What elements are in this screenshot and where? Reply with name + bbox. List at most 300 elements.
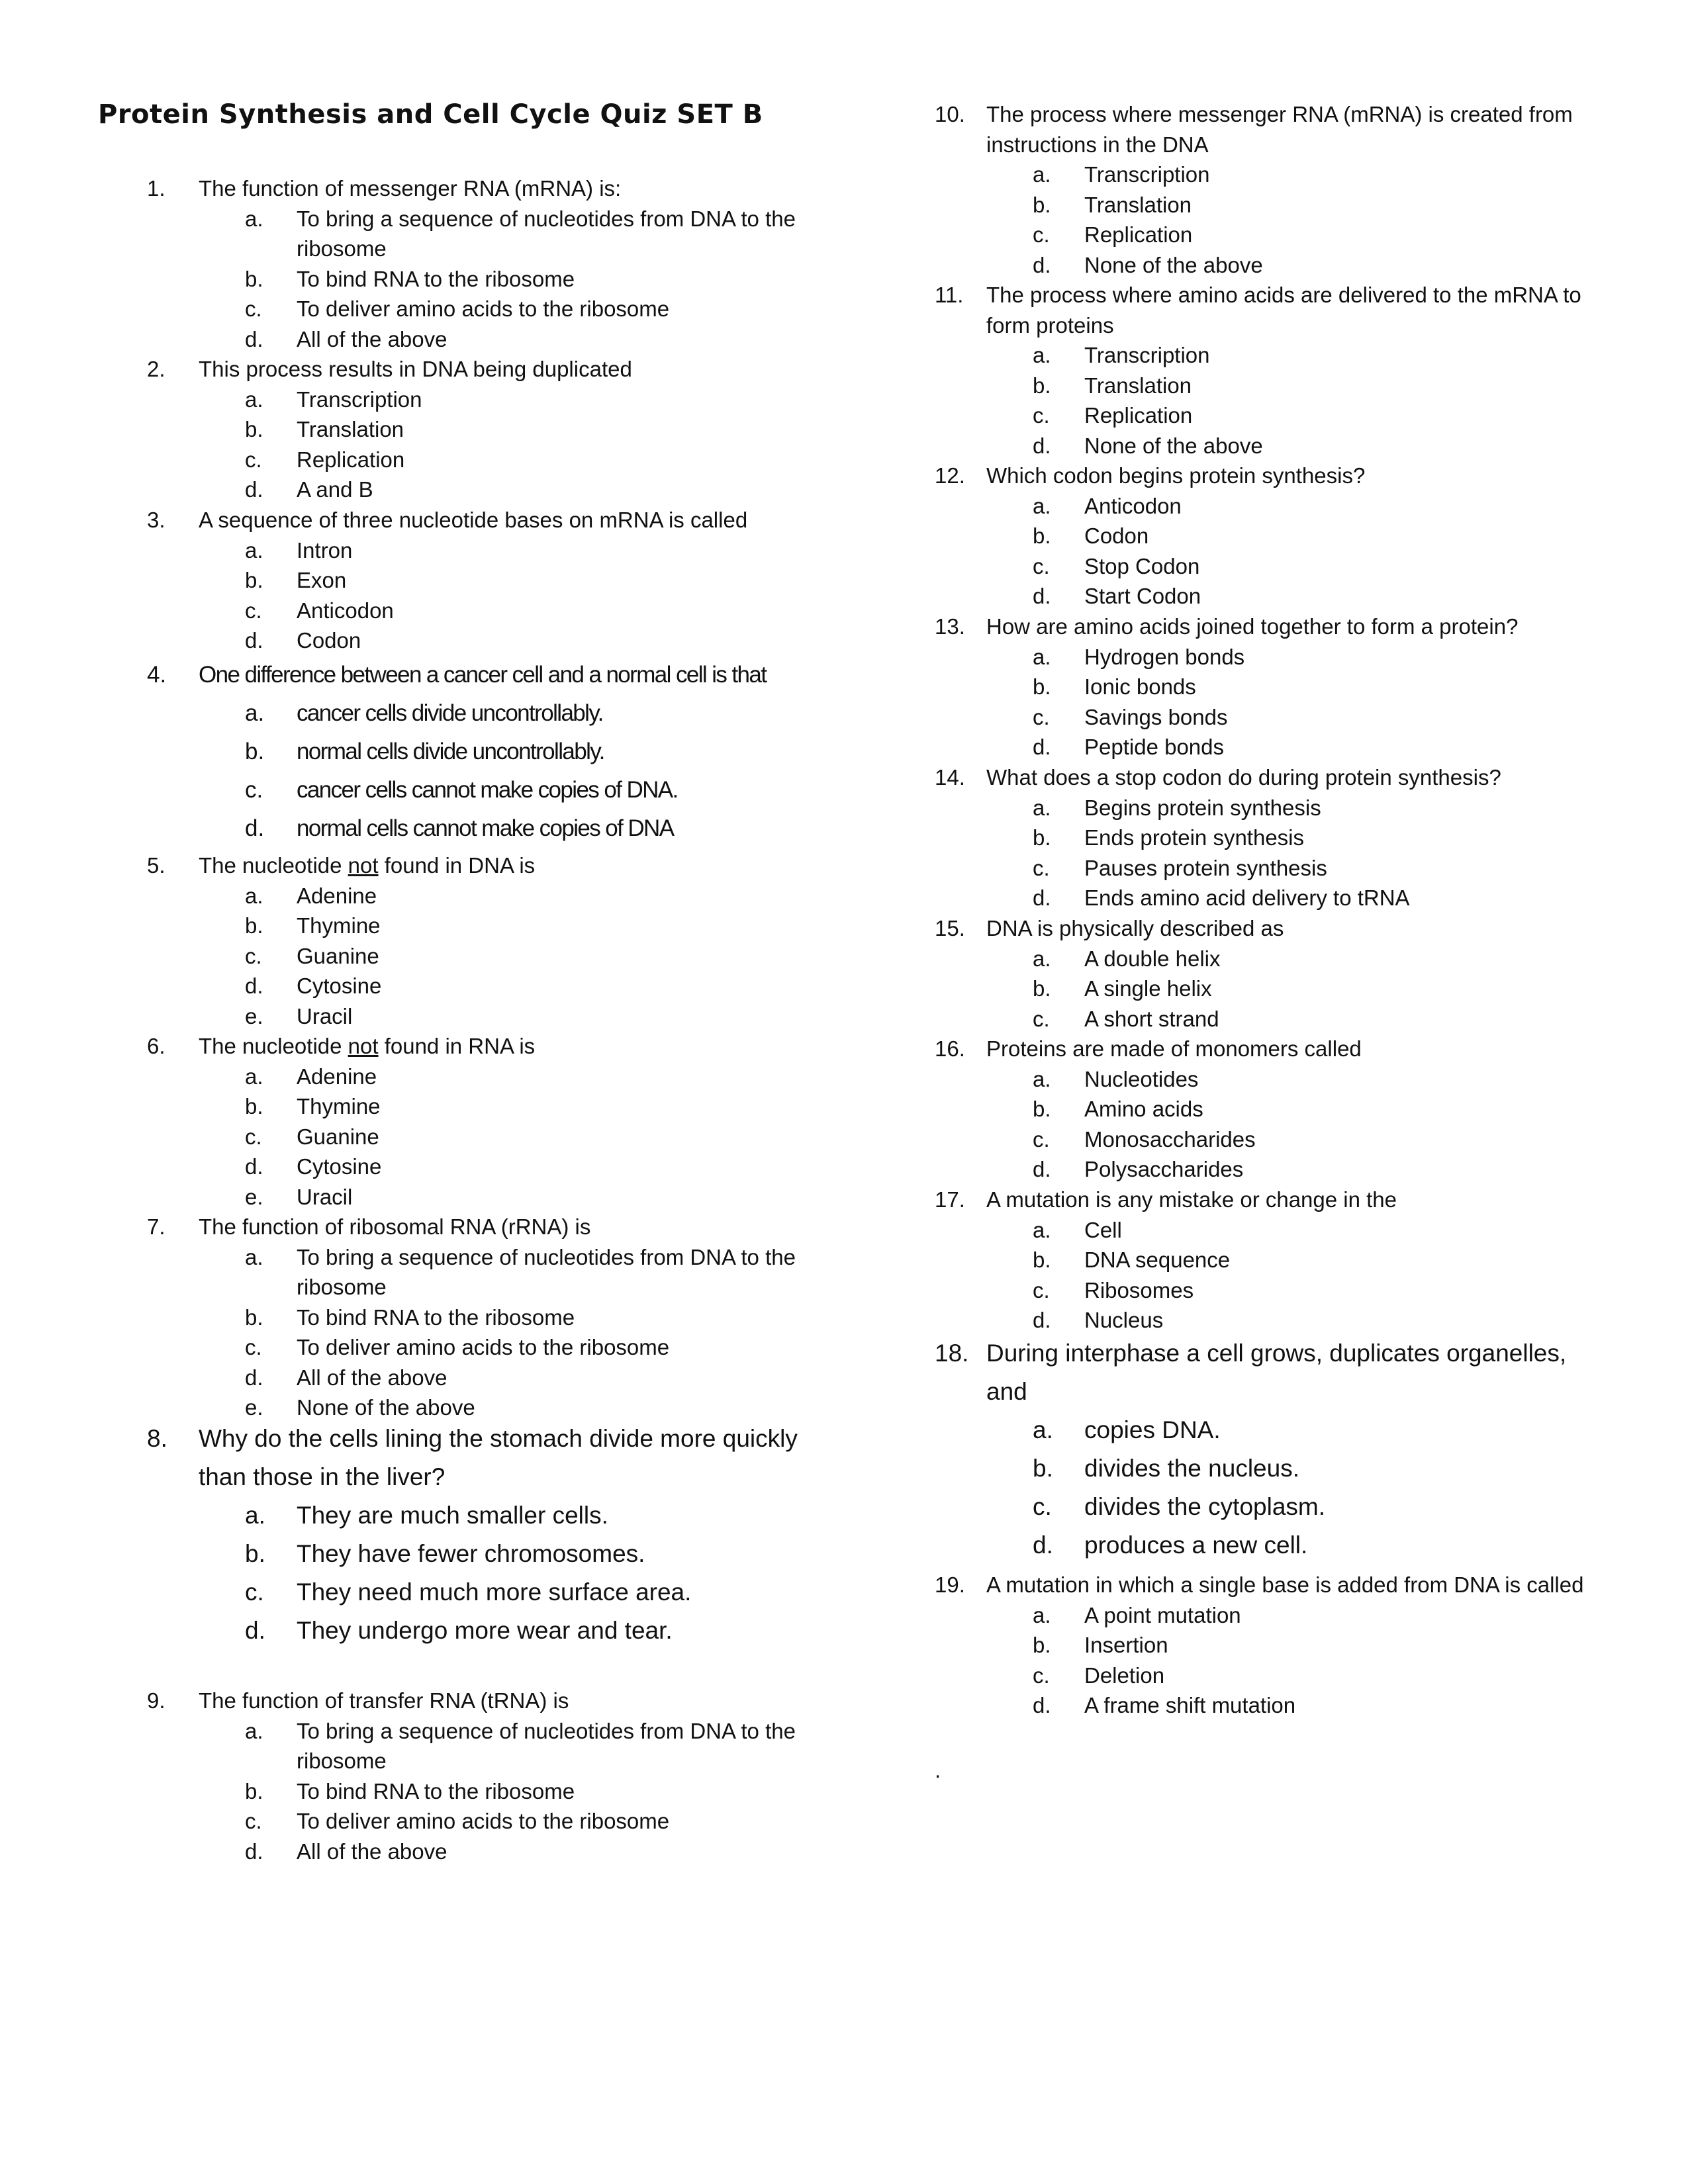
option-letter: c. [245, 447, 262, 472]
option-letter: b. [1033, 1248, 1051, 1272]
option-letter: d. [1033, 252, 1051, 277]
question-text [986, 762, 1597, 793]
question-19-stem [935, 1570, 1597, 1600]
answer-option [147, 1806, 809, 1837]
question-9 [147, 1686, 809, 1866]
option-letter: c. [1033, 1006, 1050, 1031]
option-letter: b. [245, 739, 265, 764]
question-text-part: Proteins are made of monomers called [986, 1036, 1362, 1061]
question-text-part: DNA is physically described as [986, 916, 1284, 940]
option-letter: d. [1033, 1531, 1053, 1559]
question-text-part: The process where messenger RNA (mRNA) is created from instructions in the DNA [986, 102, 1573, 157]
question-text-part: During interphase a cell grows, duplicates organelles, and [986, 1340, 1567, 1405]
option-text: Guanine [297, 943, 379, 968]
question-text-part: A sequence of three nucleotide bases on mRNA is called [199, 508, 748, 532]
question-text [199, 1212, 809, 1242]
option-letter: b. [245, 1540, 265, 1567]
question-text-part: A mutation in which a single base is added from DNA is called [986, 1572, 1584, 1597]
answer-option [935, 581, 1597, 612]
question-7-options [147, 1242, 809, 1423]
question-5-stem [147, 850, 809, 881]
option-letter: b. [1033, 674, 1051, 699]
option-text: Nucleus [1084, 1308, 1164, 1332]
question-15-options [935, 944, 1597, 1034]
option-letter: d. [245, 1154, 263, 1179]
option-text: Stop Codon [1084, 553, 1200, 578]
answer-option [935, 823, 1597, 853]
answer-option [147, 445, 809, 475]
option-text: Transcription [1084, 162, 1210, 187]
option-letter: d. [1033, 886, 1051, 910]
option-letter: a. [1033, 343, 1051, 367]
option-text: Replication [297, 447, 405, 472]
answer-option [935, 220, 1597, 250]
question-text-part: The function of messenger RNA (mRNA) is: [199, 176, 622, 201]
question-17 [935, 1185, 1597, 1336]
question-3 [147, 505, 809, 656]
answer-option [935, 521, 1597, 551]
option-text: Anticodon [1084, 493, 1182, 518]
question-10-stem [935, 99, 1597, 159]
option-text: Start Codon [1084, 584, 1201, 608]
option-letter: a. [245, 1064, 263, 1089]
option-text: All of the above [297, 326, 447, 351]
question-number: 4. [147, 662, 167, 688]
answer-option [147, 971, 809, 1001]
answer-option [147, 1837, 809, 1867]
answer-option [935, 793, 1597, 823]
stray-period: . [935, 1758, 941, 1782]
question-4-stem [147, 656, 809, 694]
option-letter: c. [245, 777, 263, 803]
question-text-part: found in RNA is [378, 1034, 536, 1058]
answer-option [935, 1690, 1597, 1721]
option-letter: a. [245, 1502, 265, 1529]
question-14-stem [935, 762, 1597, 793]
option-letter: a. [1033, 1066, 1051, 1091]
question-5 [147, 850, 809, 1031]
option-letter: e. [245, 1184, 263, 1209]
option-letter: e. [245, 1003, 263, 1028]
answer-option [147, 625, 809, 656]
option-text: All of the above [297, 1839, 447, 1864]
question-number: 8. [147, 1425, 167, 1452]
option-text: Transcription [297, 387, 422, 412]
option-text: They undergo more wear and tear. [297, 1617, 673, 1644]
option-letter: b. [245, 266, 263, 291]
option-text: Hydrogen bonds [1084, 644, 1245, 669]
question-6 [147, 1031, 809, 1212]
question-6-options [147, 1062, 809, 1212]
question-11-options [935, 340, 1597, 461]
option-text: A double helix [1084, 946, 1221, 971]
answer-option [935, 431, 1597, 461]
answer-option [935, 1275, 1597, 1306]
option-letter: d. [1033, 433, 1051, 458]
option-letter: a. [1033, 795, 1051, 820]
option-text: Replication [1084, 403, 1193, 428]
option-text: Amino acids [1084, 1097, 1203, 1121]
answer-option [935, 1215, 1597, 1246]
answer-option [147, 294, 809, 324]
question-1-options [147, 204, 809, 355]
option-letter: b. [1033, 523, 1051, 548]
answer-option [147, 1612, 809, 1650]
answer-option [147, 324, 809, 355]
answer-option [147, 385, 809, 415]
question-11-stem [935, 280, 1597, 340]
option-text: Uracil [297, 1184, 353, 1209]
question-12 [935, 461, 1597, 612]
question-number: 15. [935, 916, 965, 940]
option-text: DNA sequence [1084, 1248, 1231, 1272]
question-2-options [147, 385, 809, 505]
question-text [986, 99, 1597, 159]
question-text-part: Which codon begins protein synthesis? [986, 463, 1366, 488]
option-text: Translation [1084, 373, 1192, 398]
option-letter: d. [245, 628, 263, 653]
question-2 [147, 354, 809, 505]
answer-option [147, 1776, 809, 1807]
option-text: Adenine [297, 883, 377, 908]
option-text: A and B [297, 477, 373, 502]
answer-option [147, 1001, 809, 1032]
option-letter: b. [1033, 976, 1051, 1001]
question-number: 13. [935, 614, 965, 639]
option-text: They have fewer chromosomes. [297, 1540, 645, 1567]
answer-option [147, 941, 809, 972]
answer-option [935, 1630, 1597, 1661]
answer-option [935, 250, 1597, 281]
question-number: 2. [147, 357, 165, 381]
question-text-part: The nucleotide [199, 1034, 348, 1058]
option-text: They are much smaller cells. [297, 1502, 608, 1529]
option-text: cancer cells divide uncontrollably. [297, 700, 603, 726]
option-letter: b. [1033, 825, 1051, 850]
question-text-part: How are amino acids joined together to form a protein? [986, 614, 1519, 639]
option-letter: a. [1033, 946, 1051, 971]
answer-option [935, 944, 1597, 974]
answer-option [935, 1305, 1597, 1336]
question-15 [935, 913, 1597, 1034]
answer-option [147, 1152, 809, 1182]
question-number: 1. [147, 176, 165, 201]
question-number: 19. [935, 1572, 965, 1597]
option-letter: c. [1033, 222, 1050, 247]
answer-option [935, 1004, 1597, 1034]
option-letter: a. [1033, 1602, 1051, 1627]
answer-option [147, 1573, 809, 1612]
option-text: Intron [297, 537, 353, 563]
answer-option [147, 1302, 809, 1333]
question-number: 9. [147, 1688, 165, 1713]
option-text: To bring a sequence of nucleotides from DNA to the ribosome [297, 1718, 796, 1773]
option-letter: c. [245, 1124, 262, 1149]
option-text: Ends protein synthesis [1084, 825, 1305, 850]
question-17-stem [935, 1185, 1597, 1215]
question-number: 6. [147, 1034, 165, 1058]
option-text: Savings bonds [1084, 704, 1228, 729]
option-text: Uracil [297, 1003, 353, 1028]
option-text: A single helix [1084, 976, 1212, 1001]
question-12-stem [935, 461, 1597, 491]
question-text [199, 1031, 809, 1062]
option-text: Deletion [1084, 1662, 1165, 1688]
option-text: A short strand [1084, 1006, 1219, 1031]
answer-option [147, 1242, 809, 1302]
option-letter: e. [245, 1395, 263, 1420]
answer-option [935, 551, 1597, 582]
option-letter: c. [245, 1578, 264, 1606]
option-text: divides the nucleus. [1084, 1455, 1299, 1482]
option-text: To bring a sequence of nucleotides from DNA to the ribosome [297, 1244, 796, 1299]
option-letter: b. [245, 417, 263, 441]
question-1 [147, 173, 809, 354]
option-letter: d. [1033, 735, 1051, 759]
question-2-stem [147, 354, 809, 385]
question-3-stem [147, 505, 809, 535]
question-text [199, 173, 809, 204]
option-letter: b. [1033, 1097, 1051, 1121]
option-text: Translation [297, 417, 404, 441]
answer-option [147, 1182, 809, 1212]
question-text [199, 1686, 809, 1716]
answer-option [935, 883, 1597, 913]
option-letter: b. [245, 1778, 263, 1803]
question-4 [147, 656, 809, 848]
question-text [986, 1034, 1597, 1064]
answer-option [147, 1091, 809, 1122]
question-16-stem [935, 1034, 1597, 1064]
option-letter: b. [1033, 192, 1051, 217]
option-text: Peptide bonds [1084, 735, 1225, 759]
option-letter: c. [245, 1335, 262, 1359]
question-8-stem [147, 1420, 809, 1496]
question-5-options [147, 881, 809, 1032]
option-letter: d. [1033, 1157, 1051, 1181]
question-number: 7. [147, 1214, 165, 1239]
option-letter: d. [245, 974, 263, 998]
option-letter: a. [245, 883, 263, 908]
question-text-part: One difference between a cancer cell and a normal cell is that [199, 662, 767, 688]
question-19-options [935, 1600, 1597, 1721]
option-letter: b. [1033, 373, 1051, 398]
option-text: copies DNA. [1084, 1416, 1221, 1443]
answer-option [935, 1064, 1597, 1095]
question-text [199, 1420, 809, 1496]
question-number: 10. [935, 102, 965, 126]
answer-option [147, 911, 809, 941]
option-text: To deliver amino acids to the ribosome [297, 296, 670, 321]
option-letter: c. [245, 1809, 262, 1833]
answer-option [935, 1411, 1597, 1449]
question-8 [147, 1420, 809, 1650]
option-text: A point mutation [1084, 1602, 1241, 1627]
question-text-part: found in DNA is [378, 853, 536, 878]
option-letter: d. [1033, 1308, 1051, 1332]
question-text-part: Why do the cells lining the stomach divide more quickly than those in the liver? [199, 1425, 798, 1490]
option-letter: d. [245, 1839, 263, 1864]
answer-option [147, 1363, 809, 1393]
answer-option [935, 672, 1597, 702]
option-text: Codon [297, 628, 361, 653]
answer-option [147, 414, 809, 445]
question-10 [935, 99, 1597, 280]
question-number: 16. [935, 1036, 965, 1061]
option-letter: c. [245, 943, 262, 968]
question-text [199, 354, 809, 385]
question-text-part: The function of ribosomal RNA (rRNA) is [199, 1214, 591, 1239]
option-text: Adenine [297, 1064, 377, 1089]
question-10-options [935, 159, 1597, 280]
question-7-stem [147, 1212, 809, 1242]
question-17-options [935, 1215, 1597, 1336]
option-text: To bind RNA to the ribosome [297, 1778, 575, 1803]
option-text: They need much more surface area. [297, 1578, 692, 1606]
option-letter: a. [1033, 1416, 1053, 1443]
answer-option [935, 1661, 1597, 1691]
option-letter: b. [245, 1094, 263, 1118]
answer-option [935, 702, 1597, 733]
option-text: To bind RNA to the ribosome [297, 266, 575, 291]
answer-option [147, 1122, 809, 1152]
answer-option [147, 1496, 809, 1535]
option-letter: a. [1033, 1217, 1051, 1242]
question-3-options [147, 535, 809, 656]
option-text: A frame shift mutation [1084, 1693, 1296, 1717]
question-18-stem [935, 1334, 1597, 1411]
answer-option [935, 190, 1597, 220]
option-text: normal cells cannot make copies of DNA [297, 815, 674, 841]
answer-option [935, 642, 1597, 672]
option-text: divides the cytoplasm. [1084, 1493, 1326, 1520]
question-9-options [147, 1716, 809, 1867]
option-text: Cell [1084, 1217, 1122, 1242]
option-text: Thymine [297, 913, 381, 938]
option-letter: b. [245, 1304, 263, 1330]
answer-option [147, 475, 809, 505]
option-letter: a. [1033, 644, 1051, 669]
option-letter: a. [245, 537, 263, 563]
answer-option [147, 565, 809, 596]
question-13-options [935, 642, 1597, 762]
option-letter: d. [245, 1617, 265, 1644]
answer-option [935, 1526, 1597, 1565]
answer-option [935, 400, 1597, 431]
option-text: Ionic bonds [1084, 674, 1196, 699]
option-text: To deliver amino acids to the ribosome [297, 1335, 670, 1359]
question-number: 17. [935, 1187, 965, 1212]
answer-option [147, 1392, 809, 1423]
option-letter: c. [1033, 1126, 1050, 1152]
question-number: 5. [147, 853, 165, 878]
answer-option [935, 1245, 1597, 1275]
option-text: All of the above [297, 1365, 447, 1390]
option-text: Ends amino acid delivery to tRNA [1084, 886, 1410, 910]
answer-option [147, 694, 809, 733]
question-19 [935, 1570, 1597, 1721]
option-letter: c. [1033, 553, 1050, 578]
option-letter: c. [1033, 1277, 1050, 1302]
option-letter: d. [245, 477, 263, 502]
option-text: To bind RNA to the ribosome [297, 1304, 575, 1330]
question-text-part: The process where amino acids are delivered to the mRNA to form proteins [986, 283, 1581, 338]
answer-option [935, 1094, 1597, 1124]
question-11 [935, 280, 1597, 461]
answer-option [935, 340, 1597, 371]
option-text: None of the above [1084, 252, 1263, 277]
question-8-options [147, 1496, 809, 1650]
answer-option [935, 1154, 1597, 1185]
question-text [199, 850, 809, 881]
option-text: Translation [1084, 192, 1192, 217]
option-text: Cytosine [297, 974, 382, 998]
option-text: Pauses protein synthesis [1084, 855, 1327, 880]
option-letter: c. [1033, 704, 1050, 729]
answer-option [147, 264, 809, 295]
page-title: Protein Synthesis and Cell Cycle Quiz SET B [98, 99, 763, 130]
answer-option [147, 1332, 809, 1363]
option-text: To bring a sequence of nucleotides from DNA to the ribosome [297, 206, 796, 261]
question-13 [935, 612, 1597, 762]
option-letter: c. [245, 296, 262, 321]
question-text [986, 913, 1597, 944]
question-underlined-word: not [348, 853, 379, 878]
question-16 [935, 1034, 1597, 1185]
answer-option [147, 1716, 809, 1776]
answer-option [147, 771, 809, 809]
answer-option [935, 1449, 1597, 1488]
option-letter: d. [245, 1365, 263, 1390]
option-letter: c. [1033, 855, 1050, 880]
question-number: 18. [935, 1340, 969, 1367]
question-text [986, 612, 1597, 642]
option-text: Exon [297, 568, 347, 592]
option-letter: c. [1033, 1493, 1052, 1520]
option-letter: a. [245, 387, 263, 412]
question-text [199, 505, 809, 535]
answer-option [147, 596, 809, 626]
question-number: 12. [935, 463, 965, 488]
question-9-stem [147, 1686, 809, 1716]
option-text: Polysaccharides [1084, 1157, 1244, 1181]
question-13-stem [935, 612, 1597, 642]
answer-option [935, 1124, 1597, 1155]
option-letter: d. [1033, 584, 1051, 608]
answer-option [147, 535, 809, 566]
question-text-part: This process results in DNA being duplicated [199, 357, 632, 381]
option-letter: d. [245, 815, 265, 841]
question-text-part: The nucleotide [199, 853, 348, 878]
question-number: 14. [935, 765, 965, 790]
option-text: produces a new cell. [1084, 1531, 1308, 1559]
answer-option [147, 1535, 809, 1573]
option-text: Guanine [297, 1124, 379, 1149]
question-14-options [935, 793, 1597, 913]
option-text: Monosaccharides [1084, 1126, 1256, 1152]
question-6-stem [147, 1031, 809, 1062]
option-letter: c. [245, 598, 262, 623]
option-letter: b. [1033, 1455, 1053, 1482]
question-number: 11. [935, 283, 964, 307]
answer-option [935, 1600, 1597, 1631]
answer-option [935, 371, 1597, 401]
option-text: Codon [1084, 523, 1149, 548]
option-text: Nucleotides [1084, 1066, 1199, 1091]
option-letter: c. [1033, 403, 1050, 428]
option-text: Thymine [297, 1094, 381, 1118]
question-12-options [935, 491, 1597, 612]
